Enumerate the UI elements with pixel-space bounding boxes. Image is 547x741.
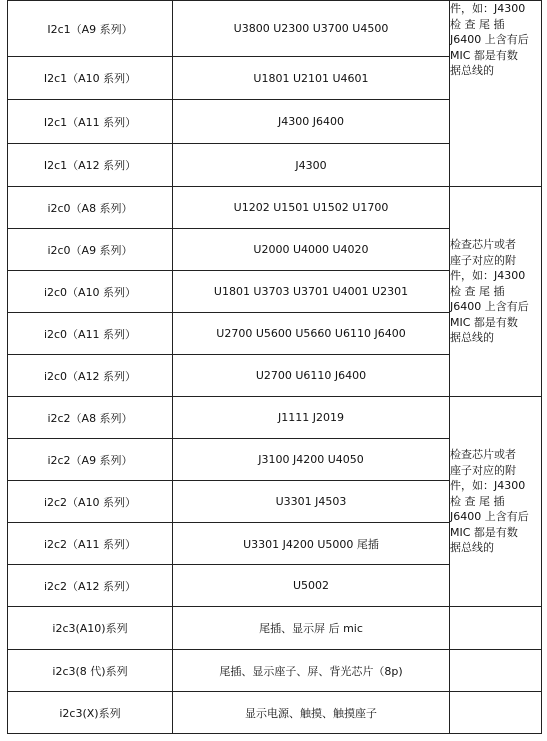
note-line: 检查芯片或者 bbox=[450, 238, 516, 252]
bus-cell: i2c2（A10 系列） bbox=[8, 481, 173, 523]
parts-cell: 显示电源、触摸、触摸座子 bbox=[173, 692, 450, 734]
i2c-bus-table bbox=[7, 0, 542, 734]
parts-cell: J3100 J4200 U4050 bbox=[173, 439, 450, 481]
parts-cell: U2000 U4000 U4020 bbox=[173, 229, 450, 271]
note-line: 座子对应的附 bbox=[450, 463, 516, 477]
bus-cell: i2c2（A11 系列） bbox=[8, 523, 173, 565]
bus-cell: i2c2（A9 系列） bbox=[8, 439, 173, 481]
note-line: J6400 上含有后 bbox=[450, 33, 529, 46]
parts-cell: J4300 J6400 bbox=[173, 100, 450, 144]
bus-cell: i2c0（A8 系列） bbox=[8, 187, 173, 229]
bus-cell: i2c0（A9 系列） bbox=[8, 229, 173, 271]
bus-cell: i2c0（A11 系列） bbox=[8, 313, 173, 355]
bus-cell: i2c3(8 代)系列 bbox=[8, 650, 173, 692]
parts-cell: U1801 U3703 U3701 U4001 U2301 bbox=[173, 271, 450, 313]
parts-cell: U5002 bbox=[173, 565, 450, 607]
note-line: MIC 都是有数 bbox=[450, 525, 518, 539]
table-row bbox=[8, 1, 542, 57]
parts-cell: U1801 U2101 U4601 bbox=[173, 57, 450, 100]
parts-cell: U1202 U1501 U1502 U1700 bbox=[173, 187, 450, 229]
note-line: 件，如：J4300 bbox=[450, 269, 526, 283]
note-line: 检查芯片或者 bbox=[450, 448, 516, 462]
note-cell-group2 bbox=[450, 187, 542, 397]
table-row bbox=[8, 607, 542, 650]
empty-note-cell bbox=[450, 650, 542, 692]
note-line: 据总线的 bbox=[450, 64, 494, 77]
note-line: 检 查 尾 插 bbox=[450, 494, 505, 508]
note-line: 检 查 尾 插 bbox=[450, 17, 505, 31]
bus-cell: I2c1（A10 系列） bbox=[8, 57, 173, 100]
note-cell-group1 bbox=[450, 1, 542, 187]
note-line: 据总线的 bbox=[450, 541, 494, 555]
note-line: 件，如：J4300 bbox=[450, 2, 526, 15]
bus-cell: i2c0（A10 系列） bbox=[8, 271, 173, 313]
parts-cell: U3800 U2300 U3700 U4500 bbox=[173, 1, 450, 57]
note-line: 座子对应的附 bbox=[450, 253, 516, 267]
note-line: J6400 上含有后 bbox=[450, 510, 529, 524]
bus-cell: i2c3(X)系列 bbox=[8, 692, 173, 734]
note-line: 据总线的 bbox=[450, 331, 494, 345]
note-line: J6400 上含有后 bbox=[450, 300, 529, 314]
note-line: MIC 都是有数 bbox=[450, 48, 518, 62]
bus-cell: i2c2（A8 系列） bbox=[8, 397, 173, 439]
table-row bbox=[8, 187, 542, 229]
parts-cell: 尾插、显示座子、屏、背光芯片（8p) bbox=[173, 650, 450, 692]
bus-cell: I2c1（A9 系列） bbox=[8, 1, 173, 57]
parts-cell: U3301 J4200 U5000 尾插 bbox=[173, 523, 450, 565]
bus-cell: i2c0（A12 系列） bbox=[8, 355, 173, 397]
table-row bbox=[8, 692, 542, 734]
table-row bbox=[8, 650, 542, 692]
note-line: MIC 都是有数 bbox=[450, 315, 518, 329]
bus-cell: I2c1（A11 系列） bbox=[8, 100, 173, 144]
table-row bbox=[8, 397, 542, 439]
bus-cell: I2c1（A12 系列） bbox=[8, 144, 173, 187]
parts-cell: J1111 J2019 bbox=[173, 397, 450, 439]
bus-cell: i2c3(A10)系列 bbox=[8, 607, 173, 650]
parts-cell: J4300 bbox=[173, 144, 450, 187]
parts-cell: U2700 U5600 U5660 U6110 J6400 bbox=[173, 313, 450, 355]
note-line: 件，如：J4300 bbox=[450, 479, 526, 493]
empty-note-cell bbox=[450, 607, 542, 650]
note-line: 检 查 尾 插 bbox=[450, 284, 505, 298]
note-cell-group3 bbox=[450, 397, 542, 607]
bus-cell: i2c2（A12 系列） bbox=[8, 565, 173, 607]
parts-cell: U3301 J4503 bbox=[173, 481, 450, 523]
parts-cell: U2700 U6110 J6400 bbox=[173, 355, 450, 397]
empty-note-cell bbox=[450, 692, 542, 734]
parts-cell: 尾插、显示屏 后 mic bbox=[173, 607, 450, 650]
